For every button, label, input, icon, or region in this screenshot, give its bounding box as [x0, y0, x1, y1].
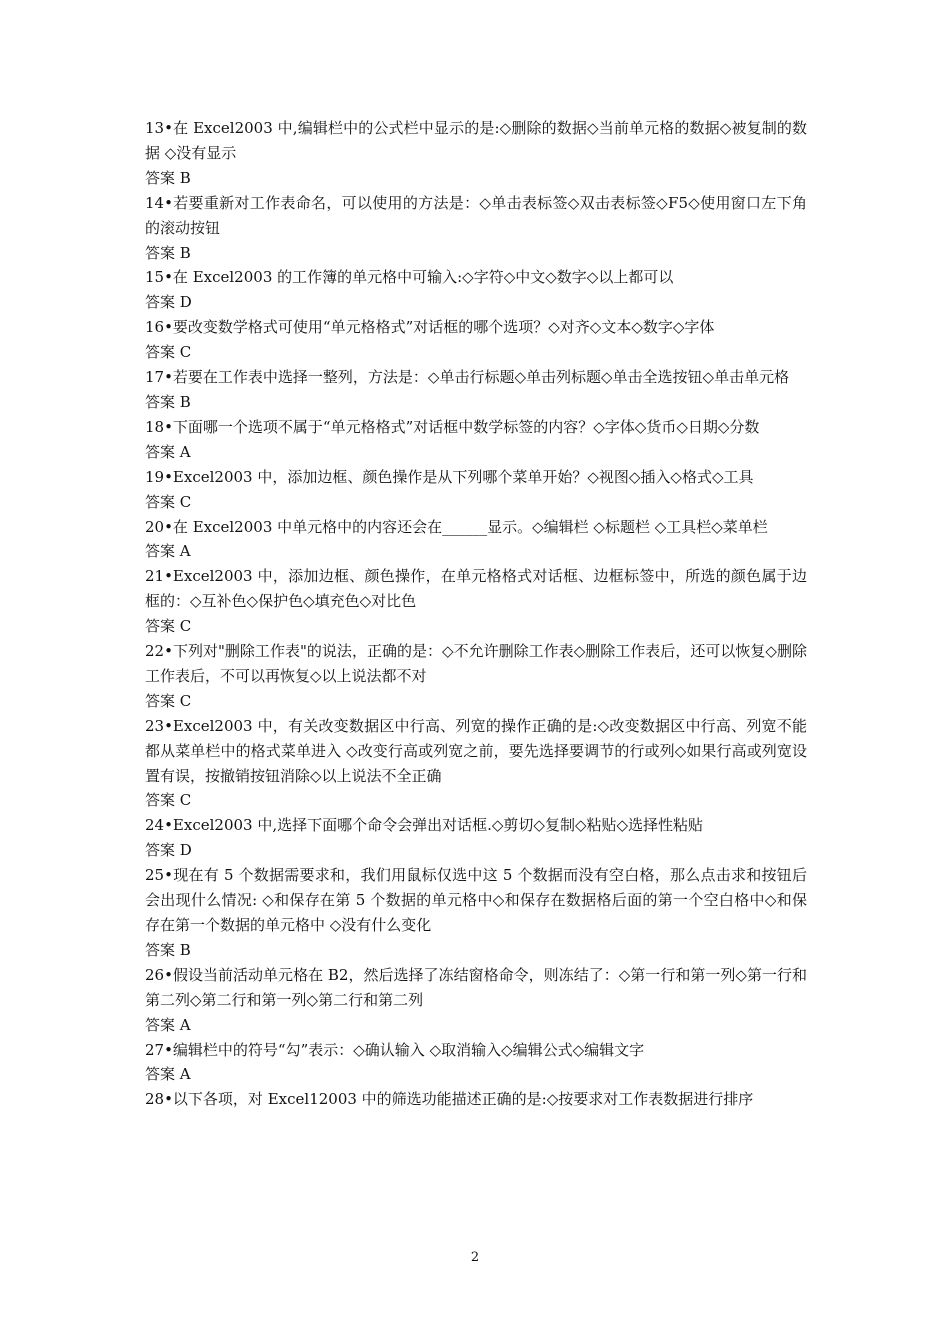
question-text: 25•现在有 5 个数据需要求和，我们用鼠标仅选中这 5 个数据而没有空白格，那么点击求和按钮后会出现什么情况: ◇和保存在第 5 个数据的单元格中◇和保存在数据格后面的第一个空白格中◇和保存在第一个数据的单元格中 ◇没有什么变化 [145, 866, 807, 934]
answer-text: 答案 C [145, 343, 192, 362]
answer-text: 答案 A [145, 1015, 191, 1034]
question-item-21 [145, 564, 807, 639]
question-text: 26•假设当前活动单元格在 B2，然后选择了冻结窗格命令，则冻结了：◇第一行和第一列◇第一行和第二列◇第二行和第一列◇第二行和第二列 [145, 965, 807, 1009]
question-item-14 [145, 191, 807, 266]
question-item-23 [145, 714, 807, 814]
question-text: 23•Excel2003 中，有关改变数据区中行高、列宽的操作正确的是:◇改变数据区中行高、列宽不能都从菜单栏中的格式菜单进入 ◇改变行高或列宽之前，要先选择要调节的行或列◇如果行高或列宽设置有误，按撤销按钮消除◇以上说法不全正确 [145, 716, 807, 785]
question-text: 15•在 Excel2003 的工作簿的单元格中可输入:◇字符◇中文◇数字◇以上都可以 [145, 268, 674, 287]
page-number: 2 [470, 1250, 480, 1265]
question-text: 24•Excel2003 中,选择下面哪个命令会弹出对话框.◇剪切◇复制◇粘贴◇选择性粘贴 [145, 816, 704, 835]
answer-text: 答案 D [145, 293, 192, 312]
answer-text: 答案 A [145, 542, 191, 561]
answer-text: 答案 A [145, 442, 191, 461]
question-text: 17•若要在工作表中选择一整列，方法是：◇单击行标题◇单击列标题◇单击全选按钮◇单击单元格 [145, 368, 790, 387]
question-item-27 [145, 1038, 807, 1088]
question-text: 20•在 Excel2003 中单元格中的内容还会在______显示。◇编辑栏 ◇标题栏 ◇工具栏◇菜单栏 [145, 517, 768, 536]
answer-text: 答案 B [145, 168, 191, 187]
question-item-15 [145, 265, 807, 315]
question-item-18 [145, 415, 807, 465]
question-item-20 [145, 515, 807, 565]
question-item-25 [145, 863, 807, 963]
question-item-22 [145, 639, 807, 714]
question-text: 28•以下各项，对 Excel12003 中的筛选功能描述正确的是:◇按要求对工作表数据进行排序 [145, 1090, 754, 1109]
question-item-24 [145, 813, 807, 863]
answer-text: 答案 D [145, 841, 192, 860]
answer-text: 答案 A [145, 1065, 191, 1084]
question-text: 18•下面哪一个选项不属于“单元格格式”对话框中数学标签的内容？◇字体◇货币◇日期◇分数 [145, 417, 760, 436]
question-text: 21•Excel2003 中，添加边框、颜色操作，在单元格格式对话框、边框标签中，所选的颜色属于边框的：◇互补色◇保护色◇填充色◇对比色 [145, 567, 807, 611]
answer-text: 答案 B [145, 243, 191, 262]
question-item-17 [145, 365, 807, 415]
question-item-16 [145, 315, 807, 365]
question-item-19 [145, 465, 807, 515]
question-list [145, 116, 807, 1112]
answer-text: 答案 C [145, 617, 192, 636]
question-text: 27•编辑栏中的符号“勾”表示：◇确认输入 ◇取消输入◇编辑公式◇编辑文字 [145, 1040, 645, 1059]
answer-text: 答案 C [145, 791, 192, 810]
question-item-28 [145, 1087, 807, 1112]
question-text: 14•若要重新对工作表命名，可以使用的方法是：◇单击表标签◇双击表标签◇F5◇使用窗口左下角的滚动按钮 [145, 193, 807, 237]
question-text: 22•下列对"删除工作表"的说法，正确的是：◇不允许删除工作表◇删除工作表后，还可以恢复◇删除工作表后，不可以再恢复◇以上说法都不对 [145, 642, 807, 685]
answer-text: 答案 B [145, 392, 191, 411]
question-text: 13•在 Excel2003 中,编辑栏中的公式栏中显示的是:◇删除的数据◇当前单元格的数据◇被复制的数据 ◇没有显示 [145, 119, 807, 162]
question-text: 16•要改变数学格式可使用“单元格格式”对话框的哪个选项？◇对齐◇文本◇数字◇字体 [145, 318, 715, 337]
question-item-26 [145, 963, 807, 1038]
answer-text: 答案 B [145, 940, 191, 959]
question-item-13 [145, 116, 807, 191]
answer-text: 答案 C [145, 492, 192, 511]
question-text: 19•Excel2003 中，添加边框、颜色操作是从下列哪个菜单开始？◇视图◇插入◇格式◇工具 [145, 467, 754, 486]
answer-text: 答案 C [145, 691, 192, 710]
